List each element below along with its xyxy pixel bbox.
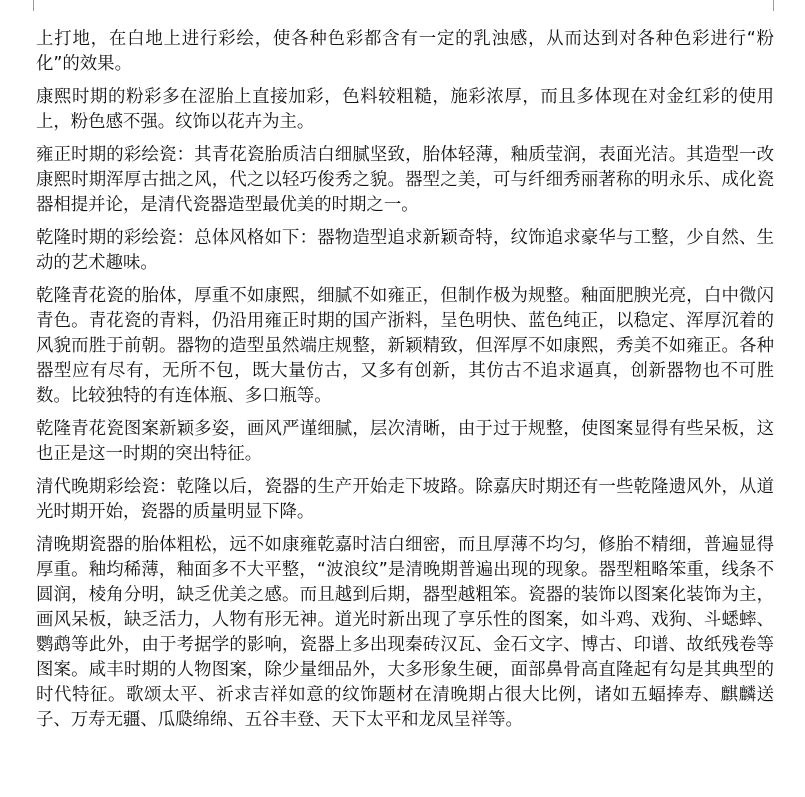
paragraph-fencai-technique: 上打地，在白地上进行彩绘，使各种色彩都含有一定的乳浊感，从而达到对各种色彩进行“粉化”的效果。 (36, 29, 774, 74)
document-page (36, 27, 774, 741)
paragraph-yongzheng: 雍正时期的彩绘瓷：其青花瓷胎质洁白细腻坚致，胎体轻薄，釉质莹润，表面光洁。其造型一改康熙时期浑厚古拙之风，代之以轻巧俊秀之貌。器型之美，可与纤细秀丽著称的明永乐、成化瓷器相提并论，是清代瓷器造型最优美的时期之一。 (36, 145, 774, 215)
paragraph-qianlong-body: 乾隆青花瓷的胎体，厚重不如康熙，细腻不如雍正，但制作极为规整。釉面肥腴光亮，白中微闪青色。青花瓷的青料，仍沿用雍正时期的国产浙料，呈色明快、蓝色纯正，以稳定、浑厚沉着的风貌而胜于前朝。器物的造型虽然端庄规整，新颖精致，但浑厚不如康熙，秀美不如雍正。各种器型应有尽有，无所不包，既大量仿古，又多有创新，其仿古不追求逼真，创新器物也不可胜数。比较独特的有连体瓶、多口瓶等。 (36, 286, 774, 406)
page-margin-marker-right (773, 0, 774, 11)
page-margin-marker-left (33, 0, 34, 11)
paragraph-qianlong-pattern: 乾隆青花瓷图案新颖多姿，画风严谨细腻，层次清晰，由于过于规整，使图案显得有些呆板，这也正是这一时期的突出特征。 (36, 419, 774, 464)
paragraph-qianlong-overview: 乾隆时期的彩绘瓷：总体风格如下：器物造型追求新颖奇特，纹饰追求豪华与工整，少自然、生动的艺术趣味。 (36, 228, 774, 273)
paragraph-late-qing-details: 清晚期瓷器的胎体粗松，远不如康雍乾嘉时洁白细密，而且厚薄不均匀，修胎不精细，普遍显得厚重。釉均稀薄，釉面多不大平整，“波浪纹”是清晚期普遍出现的现象。器型粗略笨重，线条不圆润，棱角分明，缺乏优美之感。而且越到后期，器型越粗笨。瓷器的装饰以图案化装饰为主，画风呆板，缺乏活力，人物有形无神。道光时新出现了享乐性的图案，如斗鸡、戏狗、斗蟋蟀、鹦鹉等此外，由于考据学的影响，瓷器上多出现秦砖汉瓦、金石文字、博古、印谱、故纸残卷等图案。咸丰时期的人物图案，除少量细品外，大多形象生硬，面部鼻骨高直隆起有勾是其典型的时代特征。歌颂太平、祈求吉祥如意的纹饰题材在清晚期占很大比例，诸如五蝠捧寿、麒麟送子、万寿无疆、瓜瓞绵绵、五谷丰登、天下太平和龙凤呈祥等。 (36, 535, 774, 730)
paragraph-kangxi-fencai: 康熙时期的粉彩多在涩胎上直接加彩，色料较粗糙，施彩浓厚，而且多体现在对金红彩的使用上，粉色感不强。纹饰以花卉为主。 (36, 87, 774, 132)
paragraph-late-qing-overview: 清代晚期彩绘瓷：乾隆以后，瓷器的生产开始走下坡路。除嘉庆时期还有一些乾隆遗风外，从道光时期开始，瓷器的质量明显下降。 (36, 477, 774, 522)
